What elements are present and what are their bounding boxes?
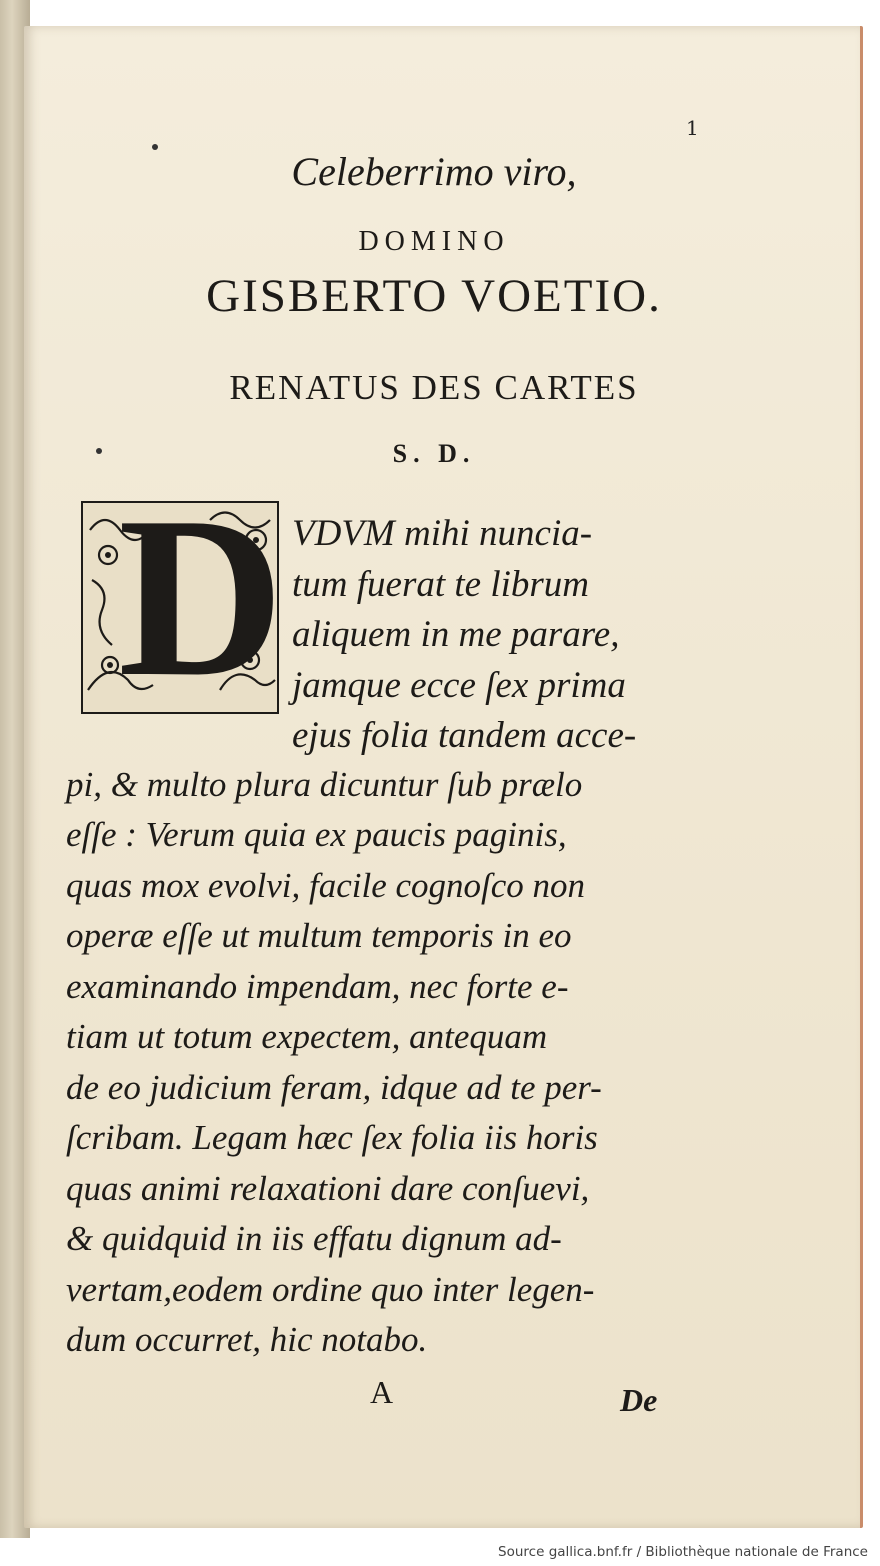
initial-letter: D — [118, 469, 285, 724]
text-line: ejus folia tandem acce- — [292, 715, 637, 756]
signature-mark: A — [370, 1374, 394, 1410]
text-line: ſcribam. Legam hæc ſex folia iis horis — [66, 1118, 598, 1157]
text-line: tum fuerat te librum — [292, 563, 590, 605]
text-line: pi, & multo plura dicuntur ſub prælo — [66, 764, 583, 804]
text-line: examinando impendam, nec forte e- — [66, 966, 569, 1006]
page-number: 1 — [686, 116, 699, 140]
text-line: VDVM mihi nuncia- — [292, 513, 593, 554]
recipient-title: DOMINO — [358, 226, 510, 257]
author-name: RENATUS DES CARTES — [229, 368, 639, 407]
text-line: aliquem in me parare, — [292, 614, 620, 655]
book-page — [24, 26, 863, 1528]
text-line: operæ eſſe ut multum temporis in eo — [66, 916, 572, 955]
text-line: eſſe : Verum quia ex paucis paginis, — [66, 815, 567, 854]
source-credit: Source gallica.bnf.fr / Bibliothèque nationale de France — [498, 1544, 868, 1560]
text-line: quas mox evolvi, facile cognoſco non — [66, 865, 586, 905]
salutation: S. D. — [392, 439, 476, 468]
decorated-initial — [80, 469, 285, 724]
text-line: dum occurret, hic notabo. — [66, 1320, 428, 1359]
dedication-line: Celeberrimo viro, — [291, 149, 577, 194]
text-line: quas animi relaxationi dare conſuevi, — [66, 1168, 590, 1208]
recipient-name: GISBERTO VOETIO. — [206, 270, 662, 322]
text-line: & quidquid in iis effatu dignum ad- — [66, 1219, 562, 1258]
text-line: jamque ecce ſex prima — [292, 664, 626, 706]
catchword: De — [620, 1382, 658, 1418]
text-line: tiam ut totum expectem, antequam — [66, 1017, 548, 1056]
text-line: vertam,eodem ordine quo inter legen- — [66, 1269, 595, 1309]
text-line: de eo judicium feram, idque ad te per- — [66, 1067, 602, 1107]
